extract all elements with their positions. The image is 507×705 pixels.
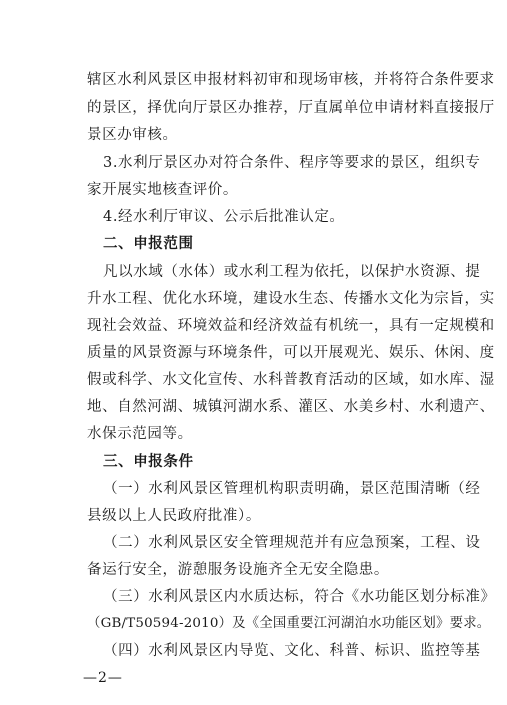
section-heading-scope: 二、申报范围 — [103, 236, 194, 252]
body-text-line: 假或科学、水文化宣传、水科普教育活动的区域，如水库、湿 — [87, 372, 495, 388]
body-text-line: （四）水利风景区内导览、文化、科普、标识、监控等基 — [103, 643, 481, 659]
body-text-line: （一）水利风景区管理机构职责明确，景区范围清晰（经 — [103, 481, 481, 497]
body-text-line: 地、自然河湖、城镇河湖水系、灌区、水美乡村、水利遗产、 — [87, 399, 495, 415]
body-text-line: 升水工程、优化水环境，建设水生态、传播水文化为宗旨，实 — [87, 291, 495, 307]
body-text-line: 辖区水利风景区申报材料初审和现场审核，并将符合条件要求 — [87, 72, 495, 88]
body-text-line: （GB/T50594-2010）及《全国重要江河湖泊水功能区划》要求。 — [87, 616, 491, 631]
body-text-line: 水保示范园等。 — [87, 426, 193, 442]
body-text-line: 4.经水利厅审议、公示后批准认定。 — [103, 209, 345, 225]
section-heading-conditions: 三、申报条件 — [103, 454, 194, 470]
page-number: —2— — [83, 670, 123, 686]
body-text-line: 3.水利厅景区办对符合条件、程序等要求的景区，组织专 — [103, 155, 481, 171]
body-text-line: 凡以水域（水体）或水利工程为依托，以保护水资源、提 — [103, 264, 481, 280]
body-text-line: 质量的风景资源与环境条件，可以开展观光、娱乐、休闲、度 — [87, 345, 495, 361]
body-text-line: （二）水利风景区安全管理规范并有应急预案，工程、设 — [103, 535, 481, 551]
body-text-line: （三）水利风景区内水质达标，符合《水功能区划分标准》 — [103, 589, 496, 605]
body-text-line: 备运行安全，游憩服务设施齐全无安全隐患。 — [87, 562, 389, 578]
body-text-line: 现社会效益、环境效益和经济效益有机统一，具有一定规模和 — [87, 318, 495, 334]
body-text-line: 景区办审核。 — [87, 127, 178, 143]
body-text-line: 县级以上人民政府批准）。 — [87, 508, 261, 524]
body-text-line: 的景区，择优向厅景区办推荐，厅直属单位申请材料直接报厅 — [87, 100, 495, 116]
body-text-line: 家开展实地核查评价。 — [87, 182, 238, 198]
